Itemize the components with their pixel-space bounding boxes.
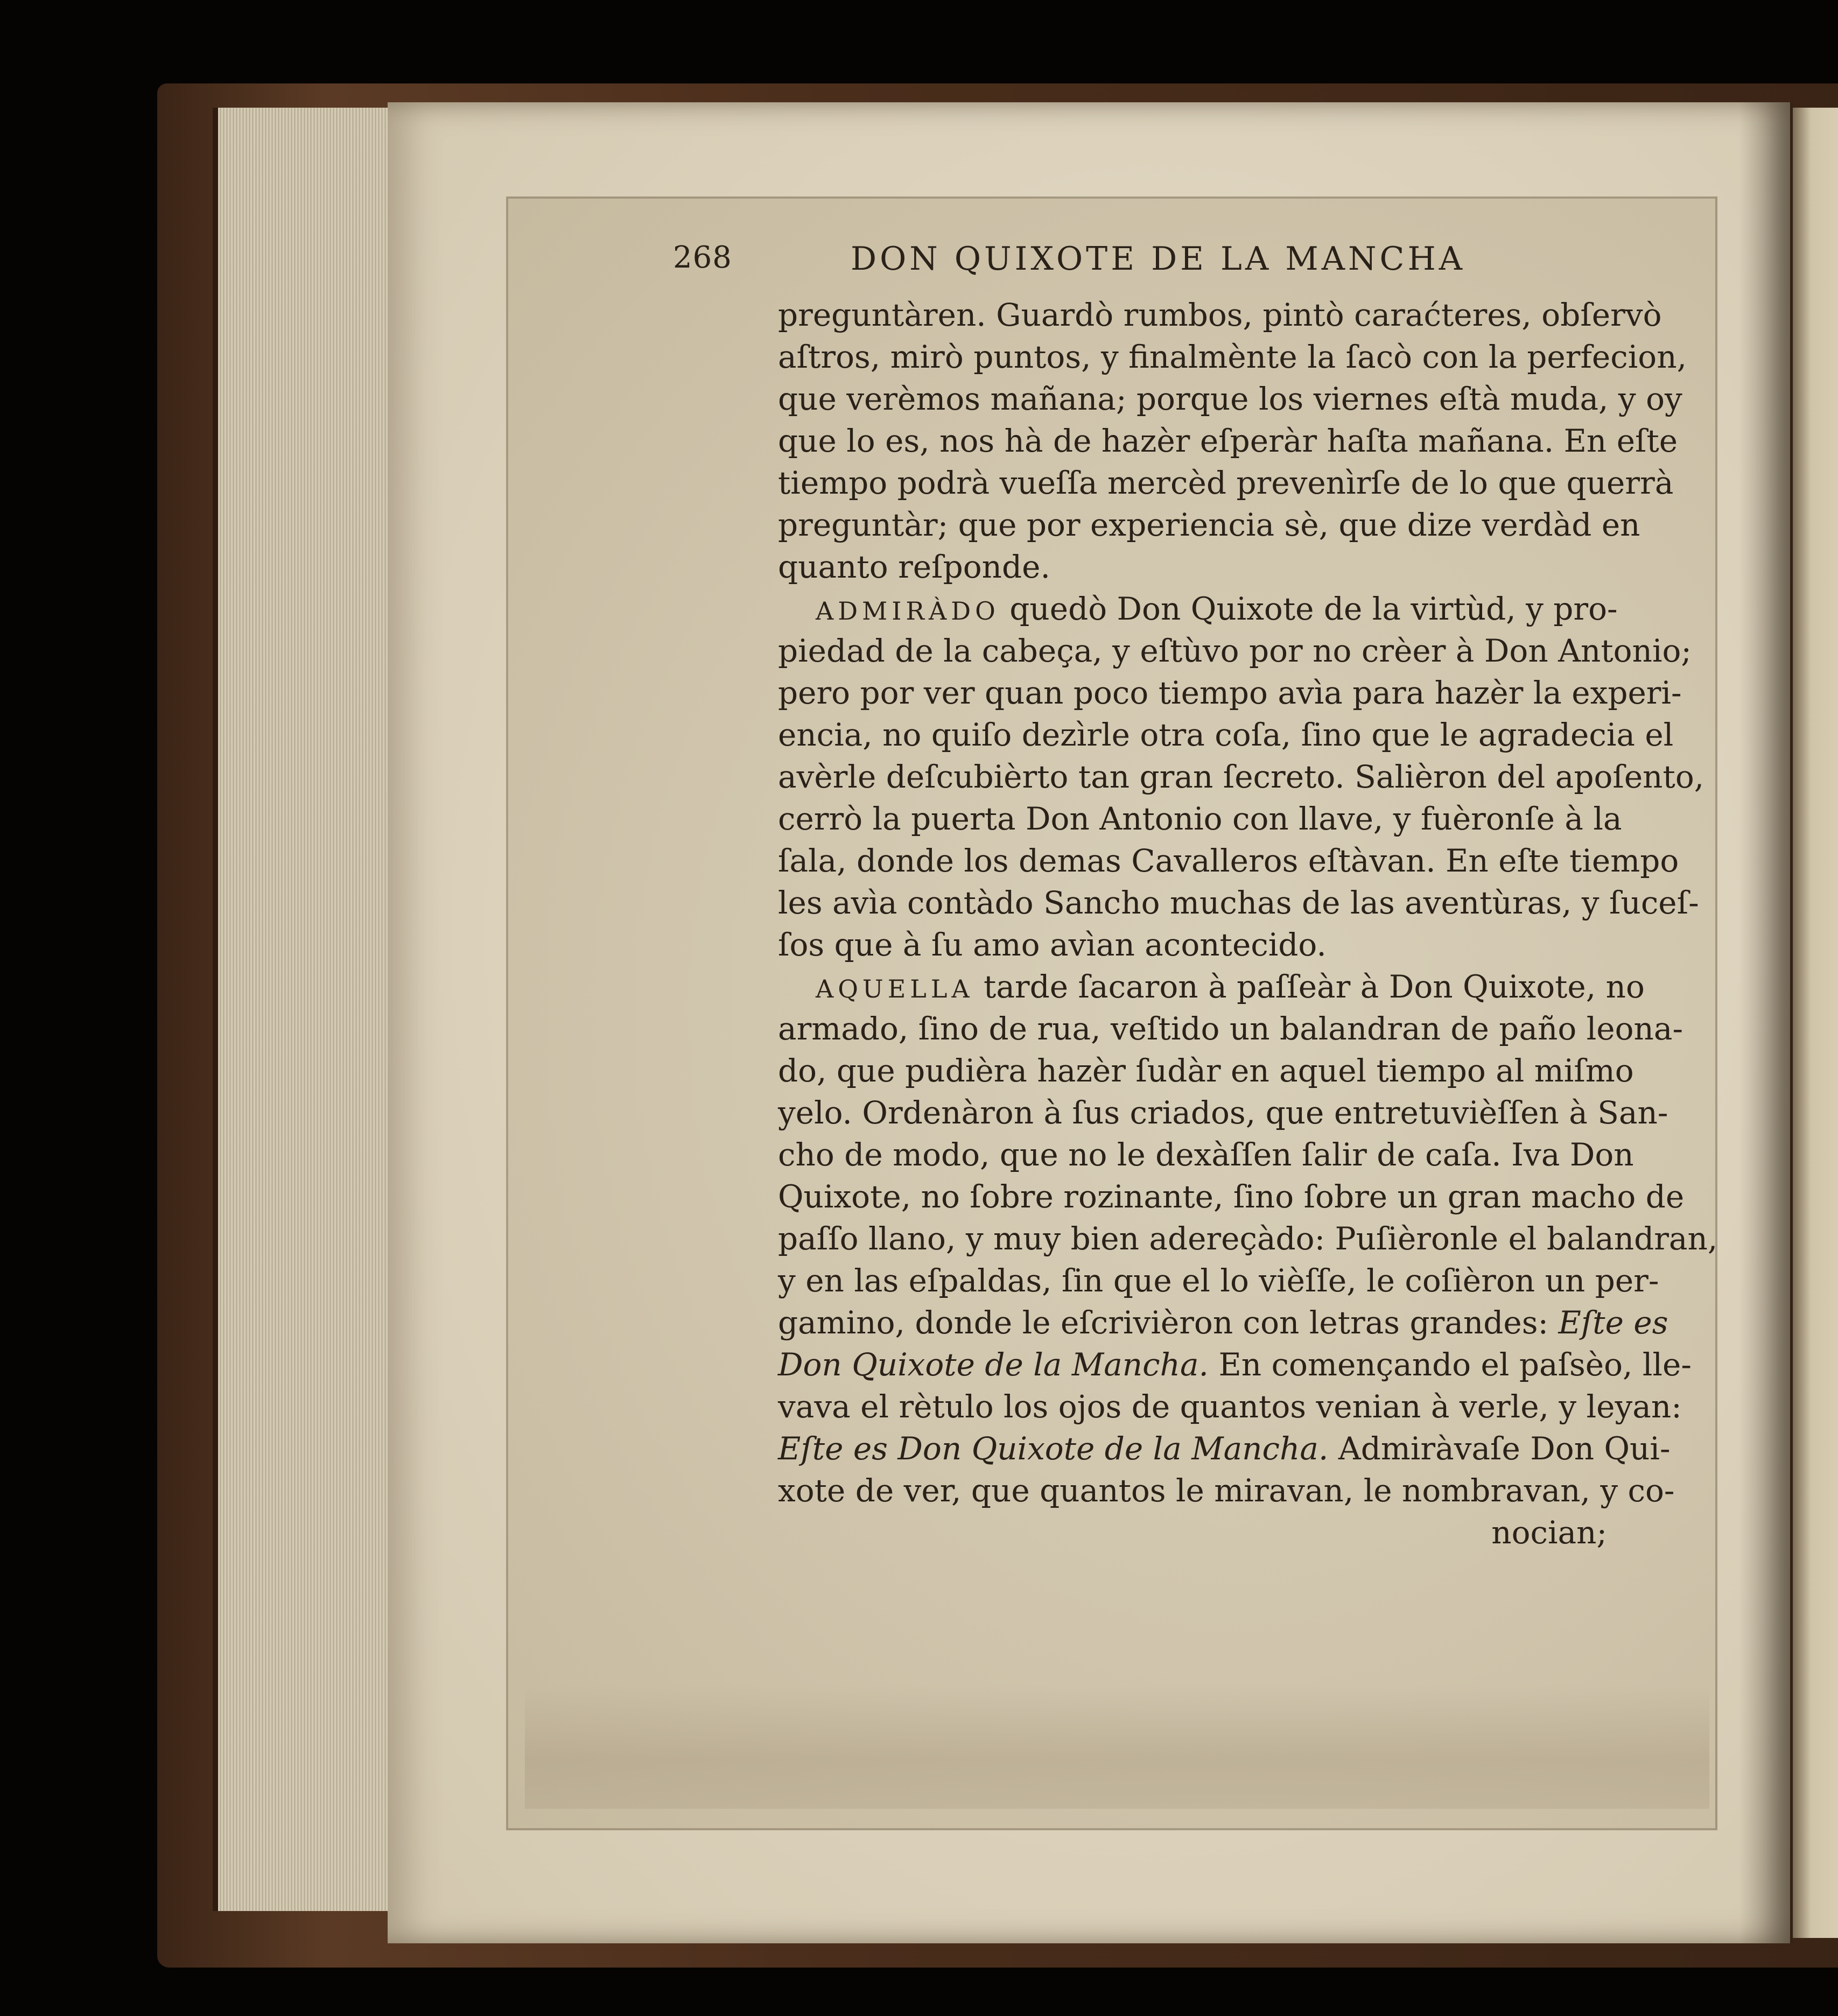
text-line: encia, no quiſo dezìrle otra coſa, ſino que le agradecia el (778, 717, 1674, 753)
text-line (778, 1302, 1668, 1344)
text-line: que lo es, nos hà de hazèr eſperàr haſta mañana. En eſte (778, 423, 1678, 459)
small-caps-lead: ADMIRÀDO (816, 596, 1000, 626)
text-line: do, que pudièra hazèr ſudàr en aquel tiempo al miſmo (778, 1052, 1634, 1089)
text-line (778, 1344, 1692, 1386)
text-line: cho de modo, que no le dexàſſen ſalir de caſa. Iva Don (778, 1136, 1634, 1173)
small-caps-lead: AQUELLA (816, 974, 974, 1003)
text-line: Quixote, no ſobre rozinante, ſino ſobre un gran macho de (778, 1178, 1685, 1215)
text-run: Admiràvaſe Don Qui- (1338, 1430, 1671, 1467)
text-line: y en las eſpaldas, ſin que el lo vièſſe, le coſièron un per- (778, 1262, 1659, 1299)
text-line: cerrò la puerta Don Antonio con llave, y fuèronſe à la (778, 800, 1622, 837)
text-line: paſſo llano, y muy bien adereçàdo: Puſièronle el balandran, (778, 1220, 1718, 1257)
text-run: gamino, donde le eſcrivièron con letras grandes: (778, 1304, 1549, 1341)
text-line: les avìa contàdo Sancho muchas de las aventùras, y ſuceſ- (778, 884, 1699, 921)
page-edges (213, 108, 401, 1911)
text-line (778, 1428, 1671, 1470)
italic-run: Eſte es Don Quixote de la Mancha. (778, 1430, 1329, 1467)
text-line: avèrle deſcubièrto tan gran ſecreto. Salièron del apoſento, (778, 758, 1704, 795)
text-run: tarde ſacaron à paſſeàr à Don Quixote, no (984, 968, 1645, 1005)
paragraph-first-line (778, 966, 1645, 1008)
text-line: pero por ver quan poco tiempo avìa para hazèr la experi- (778, 675, 1682, 711)
text-line: que verèmos mañana; porque los viernes eſtà muda, y oy (778, 381, 1682, 417)
next-page-edge (1793, 108, 1838, 1938)
body-text (778, 294, 1718, 1554)
page-header (673, 230, 1607, 282)
text-run: En començando el paſsèo, lle- (1218, 1346, 1692, 1383)
italic-run: Eſte es (1558, 1304, 1668, 1341)
text-line: tiempo podrà vueſſa mercèd prevenìrſe de lo que querrà (778, 465, 1674, 501)
text-line: armado, ſino de rua, veſtido un balandran de paño leona- (778, 1010, 1683, 1047)
text-line: xote de ver, que quantos le miravan, le nombravan, y co- (778, 1472, 1675, 1509)
text-line: preguntàr; que por experiencia sè, que dize verdàd en (778, 507, 1640, 543)
plate-base-shading (525, 1685, 1709, 1809)
catchword: nocian; (1491, 1514, 1607, 1551)
text-line: piedad de la cabeça, y eſtùvo por no crèer à Don Antonio; (778, 633, 1692, 669)
text-line: vava el rètulo los ojos de quantos venian à verle, y leyan: (778, 1388, 1682, 1425)
italic-run: Don Quixote de la Mancha. (778, 1346, 1209, 1383)
text-line: ſala, donde los demas Cavalleros eſtàvan. En eſte tiempo (778, 842, 1679, 879)
text-line: ſos que à ſu amo avìan acontecido. (778, 926, 1327, 963)
text-line: preguntàren. Guardò rumbos, pintò caraćteres, obſervò (778, 297, 1662, 333)
paragraph-first-line (778, 588, 1618, 630)
text-line: aſtros, mirò puntos, y finalmènte la ſacò con la perfecion, (778, 339, 1687, 375)
text-run: quedò Don Quixote de la virtùd, y pro- (1009, 591, 1618, 627)
text-line: yelo. Ordenàron à ſus criados, que entretuvièſſen à San- (778, 1094, 1668, 1131)
running-title: DON QUIXOTE DE LA MANCHA (851, 240, 1466, 278)
page-number: 268 (673, 240, 732, 275)
text-line: quanto reſponde. (778, 549, 1050, 585)
page-gutter (1739, 102, 1793, 1943)
